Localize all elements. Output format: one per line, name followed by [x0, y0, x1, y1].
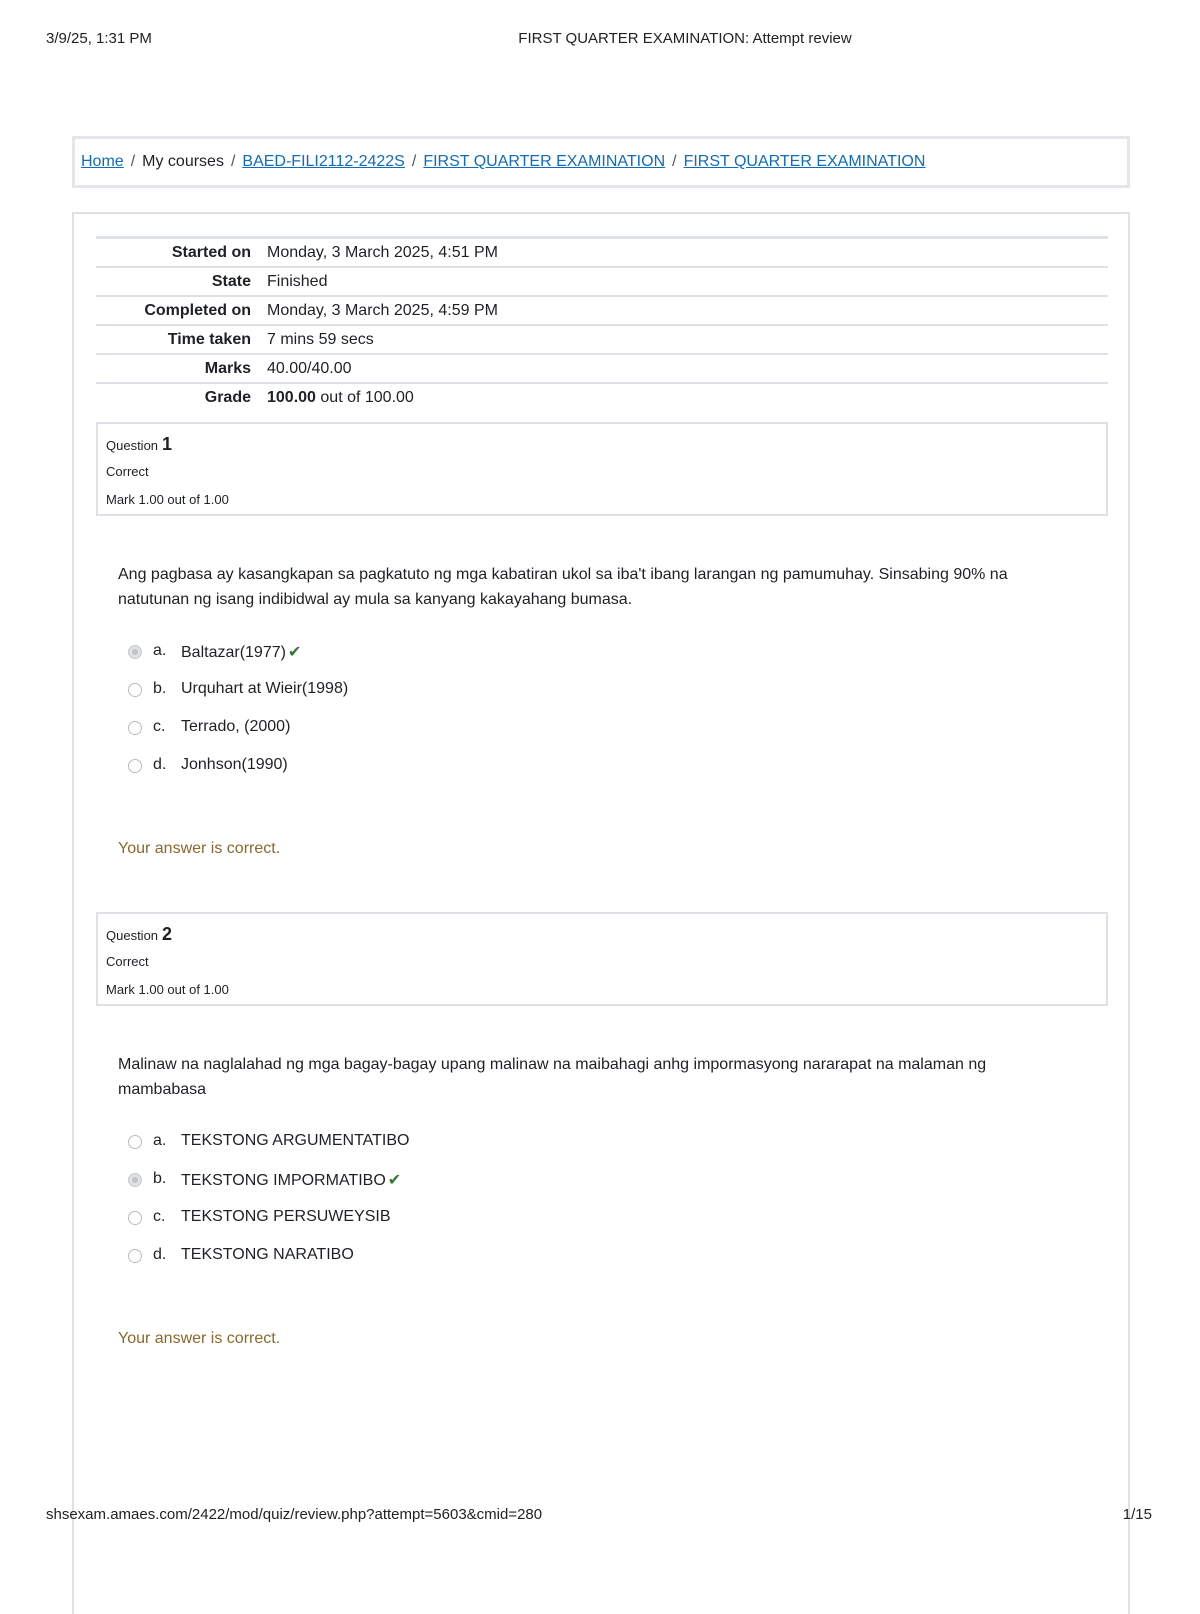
summary-row-completed	[96, 296, 1108, 325]
summary-label: State	[211, 272, 251, 290]
answer-text: Terrado, (2000)	[181, 718, 291, 735]
print-header	[0, 30, 1200, 50]
question-text-1: Ang pagbasa ay kasangkapan sa pagkatuto ng mga kabatiran ukol sa iba't ibang larangan ng pamumuhay. Sinsabing 90% na natutunan ng isang indibidwal ay mula sa kanyang kakayahang bumasa.	[118, 566, 1008, 608]
breadcrumb-separator: /	[230, 153, 236, 170]
question-mark: Mark 1.00 out of 1.00	[106, 982, 229, 997]
attempt-review-region	[72, 212, 1130, 1614]
question-word: Question	[106, 928, 159, 943]
question-number-value: 2	[162, 924, 173, 944]
answer-text: TEKSTONG ARGUMENTATIBO	[181, 1132, 410, 1149]
answer-feedback-1: Your answer is correct.	[118, 840, 281, 857]
summary-row-state	[96, 267, 1108, 296]
breadcrumb-home-link[interactable]: Home	[81, 153, 124, 170]
print-page-number: 1/15	[1122, 1506, 1152, 1523]
print-datetime: 3/9/25, 1:31 PM	[46, 30, 152, 47]
check-icon: ✔	[387, 1172, 402, 1189]
question-state: Correct	[106, 464, 149, 479]
question-number-value: 1	[162, 434, 173, 454]
answer-option[interactable]	[126, 680, 726, 718]
grade-out-of: out of 100.00	[320, 388, 414, 406]
answer-list-1	[126, 642, 726, 794]
answer-option[interactable]	[126, 1132, 726, 1170]
summary-value: Finished	[267, 272, 328, 290]
answer-option[interactable]	[126, 1170, 726, 1208]
breadcrumb-separator: /	[672, 153, 677, 170]
summary-label: Grade	[204, 388, 251, 406]
check-icon: ✔	[287, 644, 302, 661]
radio-button[interactable]	[128, 683, 142, 697]
question-info-1	[96, 422, 1108, 516]
question-state: Correct	[106, 954, 149, 969]
breadcrumb-separator: /	[130, 153, 136, 170]
answer-label: a.	[153, 642, 167, 659]
breadcrumb-course-link[interactable]: BAED-FILI2112-2422S	[242, 153, 405, 170]
answer-option[interactable]	[126, 718, 726, 756]
answer-label: c.	[153, 718, 166, 735]
breadcrumb	[81, 153, 925, 171]
summary-value: Monday, 3 March 2025, 4:59 PM	[267, 301, 498, 319]
summary-row-time-taken	[96, 325, 1108, 354]
attempt-summary-table	[96, 236, 1108, 411]
answer-option[interactable]	[126, 756, 726, 794]
answer-label: d.	[153, 1246, 167, 1263]
question-word: Question	[106, 438, 159, 453]
summary-label: Started on	[171, 243, 251, 261]
answer-text: Jonhson(1990)	[181, 756, 288, 773]
answer-text-value: Baltazar(1977)	[181, 644, 286, 661]
question-number	[106, 434, 172, 455]
summary-grade-value	[267, 383, 1108, 411]
summary-label: Time taken	[167, 330, 251, 348]
answer-label: a.	[153, 1132, 167, 1149]
answer-option[interactable]	[126, 1208, 726, 1246]
question-info-2	[96, 912, 1108, 1006]
breadcrumb-section-link[interactable]: FIRST QUARTER EXAMINATION	[423, 153, 666, 170]
answer-label: d.	[153, 756, 167, 773]
answer-label: c.	[153, 1208, 166, 1225]
answer-text: TEKSTONG NARATIBO	[181, 1246, 354, 1263]
radio-button[interactable]	[128, 1211, 142, 1225]
answer-text-value: TEKSTONG IMPORMATIBO	[181, 1172, 386, 1189]
answer-text: Urquhart at Wieir(1998)	[181, 680, 349, 697]
radio-button[interactable]	[128, 759, 142, 773]
answer-text	[181, 642, 301, 662]
question-mark: Mark 1.00 out of 1.00	[106, 492, 229, 507]
breadcrumb-my-courses: My courses	[142, 153, 224, 170]
breadcrumb-quiz-link[interactable]: FIRST QUARTER EXAMINATION	[683, 153, 926, 170]
answer-feedback-2: Your answer is correct.	[118, 1330, 281, 1347]
answer-text	[181, 1170, 401, 1190]
breadcrumb-container	[72, 136, 1130, 188]
answer-text: TEKSTONG PERSUWEYSIB	[181, 1208, 391, 1225]
radio-button[interactable]	[128, 721, 142, 735]
question-text-2: Malinaw na naglalahad ng mga bagay-bagay upang malinaw na maibahagi anhg impormasyong nararapat na malaman ng mambabasa	[118, 1056, 987, 1098]
summary-row-grade	[96, 383, 1108, 411]
question-number	[106, 924, 172, 945]
answer-option[interactable]	[126, 642, 726, 680]
answer-label: b.	[153, 1170, 167, 1187]
print-footer	[0, 1506, 1200, 1526]
radio-button[interactable]	[128, 1173, 142, 1187]
print-url: shsexam.amaes.com/2422/mod/quiz/review.php?attempt=5603&cmid=280	[46, 1506, 543, 1523]
answer-option[interactable]	[126, 1246, 726, 1284]
grade-score: 100.00	[267, 388, 316, 406]
summary-value: 40.00/40.00	[267, 359, 352, 377]
answer-label: b.	[153, 680, 167, 697]
answer-list-2	[126, 1132, 726, 1284]
summary-value: Monday, 3 March 2025, 4:51 PM	[267, 243, 498, 261]
summary-label: Completed on	[144, 301, 251, 319]
radio-button[interactable]	[128, 645, 142, 659]
radio-button[interactable]	[128, 1249, 142, 1263]
summary-row-started	[96, 238, 1108, 268]
summary-row-marks	[96, 354, 1108, 383]
print-title: FIRST QUARTER EXAMINATION: Attempt review	[518, 30, 852, 47]
summary-value: 7 mins 59 secs	[267, 330, 374, 348]
radio-button[interactable]	[128, 1135, 142, 1149]
breadcrumb-separator: /	[411, 153, 417, 170]
summary-label: Marks	[204, 359, 251, 377]
